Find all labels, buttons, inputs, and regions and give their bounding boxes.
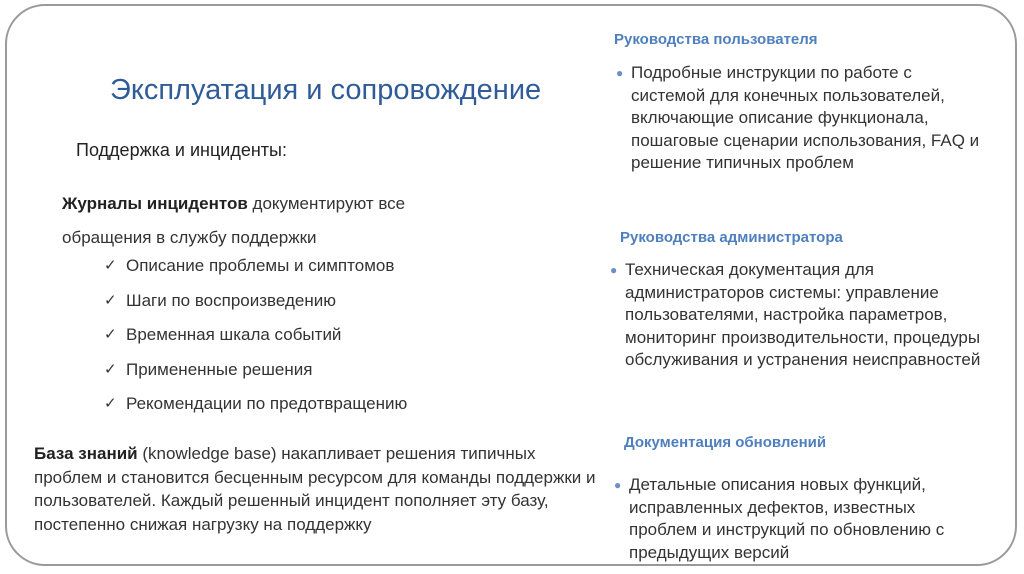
checklist-item bbox=[104, 325, 407, 360]
checklist bbox=[104, 256, 407, 429]
check-icon: ✓ bbox=[104, 395, 117, 412]
user-guides-bullet bbox=[616, 62, 986, 175]
kb-bold: База знаний bbox=[34, 444, 138, 463]
checklist-label: Временная шкала событий bbox=[126, 325, 342, 344]
journals-bold: Журналы инцидентов bbox=[62, 194, 248, 213]
bullet-icon: ● bbox=[610, 263, 618, 277]
checklist-item bbox=[104, 256, 407, 291]
checklist-label: Описание проблемы и симптомов bbox=[126, 256, 395, 275]
section-subtitle: Поддержка и инциденты: bbox=[76, 140, 287, 160]
kb-text: (knowledge base) накапливает решения типичных проблем и становится бесценным ресурсом для команды поддержки и пользователей. Каждый решенный инцидент пополняет эту базу, постепенно снижая нагрузку на поддержку bbox=[34, 444, 596, 534]
bullet-icon: ● bbox=[616, 66, 624, 80]
journals-text: документируют все обращения в службу поддержки bbox=[62, 194, 406, 247]
checklist-label: Рекомендации по предотвращению bbox=[126, 394, 408, 413]
check-icon: ✓ bbox=[104, 291, 117, 309]
update-docs-heading: Документация обновлений bbox=[624, 434, 827, 451]
checklist-item bbox=[104, 360, 407, 395]
check-icon: ✓ bbox=[104, 360, 117, 378]
admin-guides-heading: Руководства администратора bbox=[620, 229, 843, 246]
checklist-item bbox=[104, 394, 407, 429]
slide-title: Эксплуатация и сопровождение bbox=[110, 74, 542, 106]
checklist-label: Примененные решения bbox=[126, 359, 313, 379]
bullet-text: Техническая документация для администраторов системы: управление пользователями, настройка параметров, мониторинг производительности, процедуры обслуживания и устранения неисправностей bbox=[625, 260, 981, 369]
bullet-icon: ● bbox=[614, 478, 622, 492]
bullet-text: Детальные описания новых функций, исправленных дефектов, известных проблем и инструкций по обновлению с предыдущих версий bbox=[629, 475, 945, 562]
knowledge-base-paragraph bbox=[34, 442, 604, 536]
check-icon: ✓ bbox=[104, 257, 117, 274]
incident-journals-paragraph bbox=[62, 187, 482, 255]
admin-guides-bullet bbox=[610, 259, 990, 372]
checklist-label: Шаги по воспроизведению bbox=[126, 290, 336, 310]
checklist-item bbox=[104, 291, 407, 326]
update-docs-bullet bbox=[614, 474, 984, 564]
check-icon: ✓ bbox=[104, 326, 117, 343]
user-guides-heading: Руководства пользователя bbox=[614, 31, 818, 48]
bullet-text: Подробные инструкции по работе с системой для конечных пользователей, включающие описание функционала, пошаговые сценарии использования, FAQ и решение типичных проблем bbox=[631, 63, 980, 172]
